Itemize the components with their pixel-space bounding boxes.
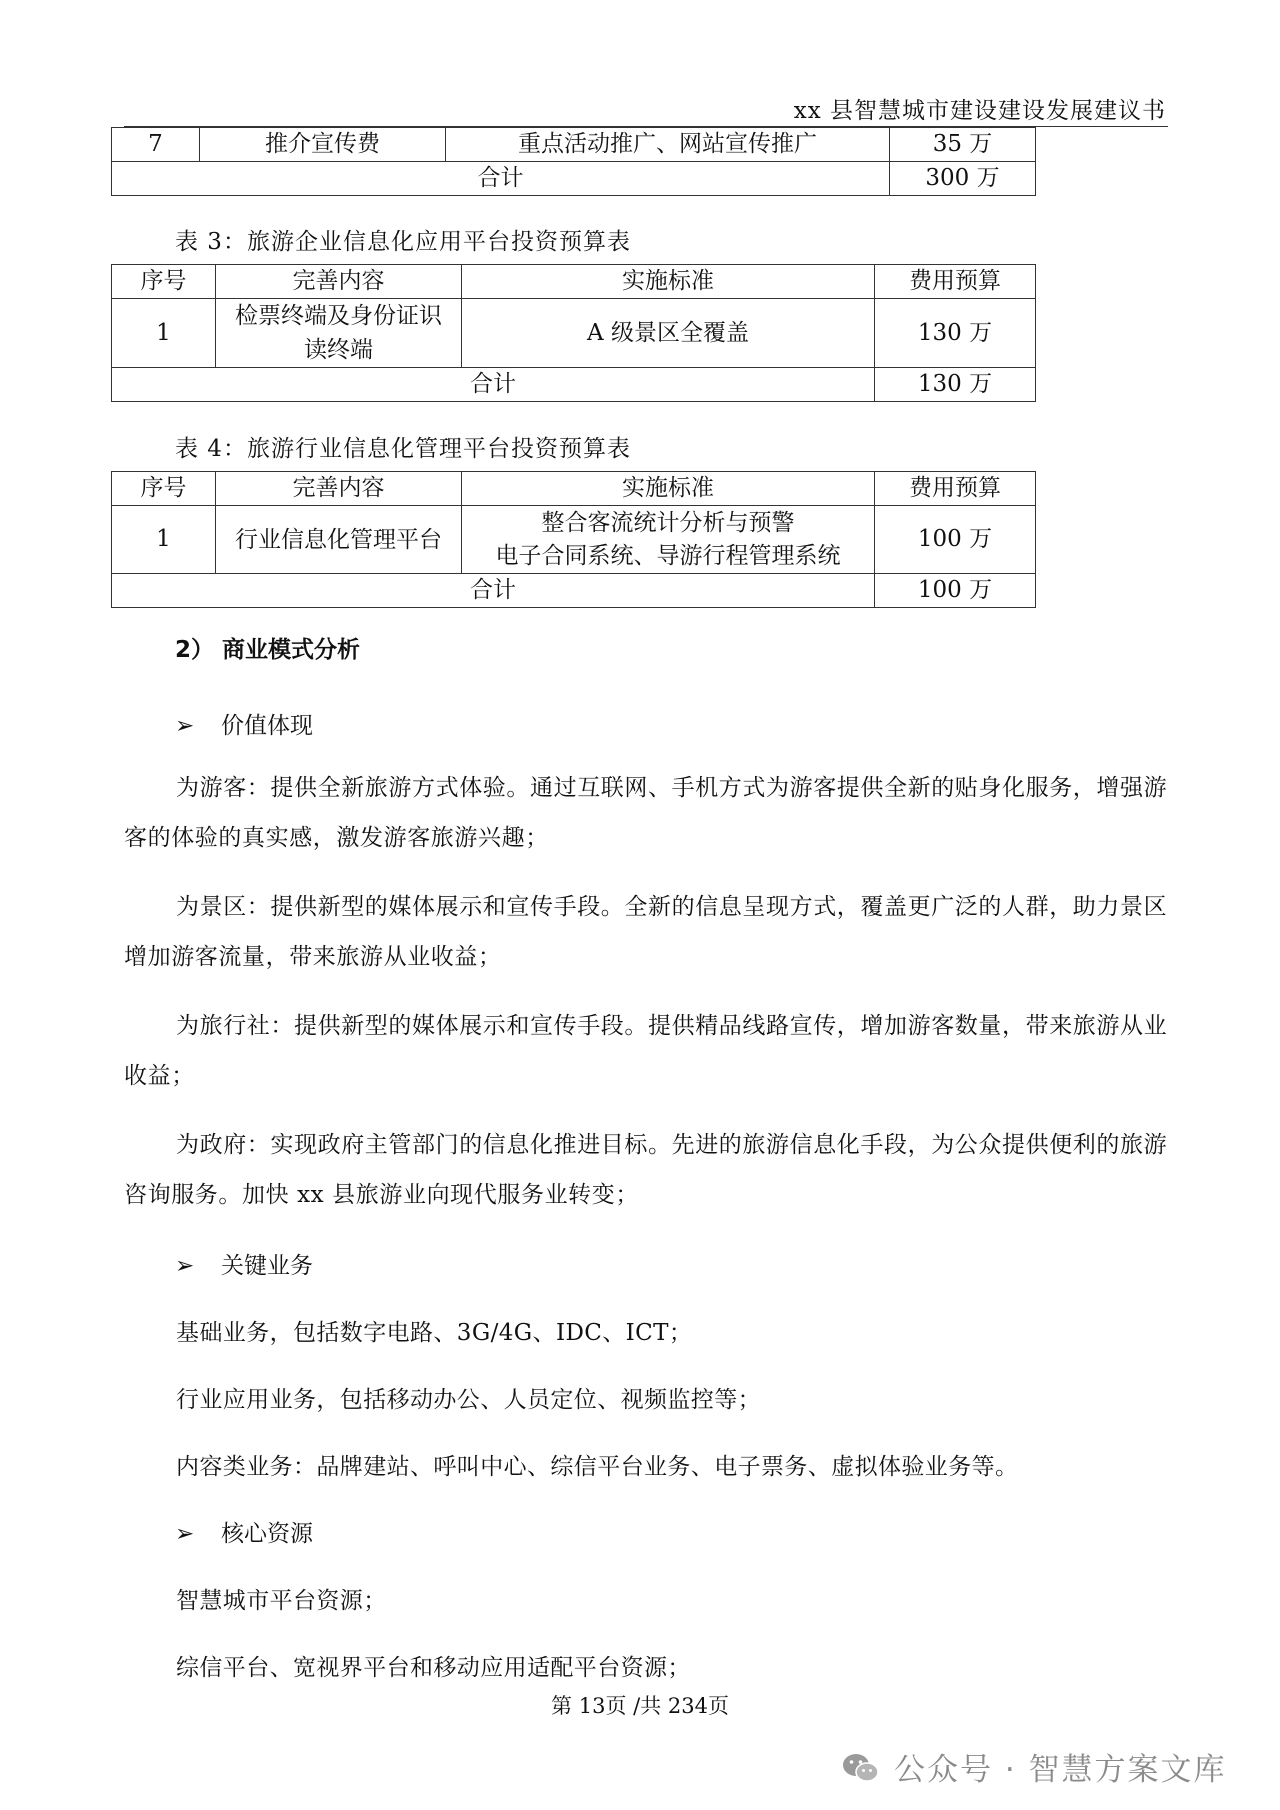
section-heading: 2） 商业模式分析 bbox=[175, 637, 361, 663]
cell-no: 1 bbox=[112, 299, 216, 368]
total-value: 130 万 bbox=[875, 368, 1036, 402]
watermark bbox=[842, 1744, 1227, 1792]
table-total-row bbox=[112, 162, 1036, 196]
cell-item: 检票终端及身份证识读终端 bbox=[216, 299, 462, 368]
bullet-business bbox=[175, 1247, 313, 1280]
cell-standard-line: 整合客流统计分析与预警 bbox=[541, 509, 795, 536]
cell-standard bbox=[462, 506, 875, 574]
wechat-icon bbox=[842, 1752, 880, 1792]
table-header-row bbox=[112, 472, 1036, 506]
arrow-bullet-icon: ➢ bbox=[175, 1521, 195, 1547]
bullet-resources bbox=[175, 1515, 313, 1548]
header-item: 完善内容 bbox=[216, 472, 462, 506]
table-total-row bbox=[112, 368, 1036, 402]
header-no: 序号 bbox=[112, 472, 216, 506]
total-label: 合计 bbox=[112, 368, 875, 402]
bullet-label: 核心资源 bbox=[221, 1521, 313, 1547]
cell-standard: A 级景区全覆盖 bbox=[462, 299, 875, 368]
header-item: 完善内容 bbox=[216, 265, 462, 299]
table-row bbox=[112, 299, 1036, 368]
bullet-value bbox=[175, 707, 313, 740]
total-value: 300 万 bbox=[890, 162, 1036, 196]
budget-table-continued bbox=[111, 127, 1036, 196]
paragraph: 为政府：实现政府主管部门的信息化推进目标。先进的旅游信息化手段，为公众提供便利的旅游咨询服务。加快 xx 县旅游业向现代服务业转变； bbox=[124, 1132, 1168, 1208]
total-label: 合计 bbox=[112, 162, 890, 196]
paragraph: 基础业务，包括数字电路、3G/4G、IDC、ICT； bbox=[176, 1320, 693, 1346]
header-standard: 实施标准 bbox=[462, 265, 875, 299]
paragraph: 为景区：提供新型的媒体展示和宣传手段。全新的信息呈现方式，覆盖更广泛的人群，助力景区增加游客流量，带来旅游从业收益； bbox=[124, 894, 1168, 970]
arrow-bullet-icon: ➢ bbox=[175, 1253, 195, 1279]
cell-cost: 35 万 bbox=[890, 128, 1036, 162]
bullet-label: 关键业务 bbox=[221, 1253, 313, 1279]
total-label: 合计 bbox=[112, 574, 875, 608]
paragraph: 行业应用业务，包括移动办公、人员定位、视频监控等； bbox=[176, 1387, 761, 1413]
paragraph: 智慧城市平台资源； bbox=[176, 1588, 387, 1614]
table3-caption: 表 3：旅游企业信息化应用平台投资预算表 bbox=[175, 229, 631, 255]
table-total-row bbox=[112, 574, 1036, 608]
header-no: 序号 bbox=[112, 265, 216, 299]
paragraph: 为旅行社：提供新型的媒体展示和宣传手段。提供精品线路宣传，增加游客数量，带来旅游从业收益； bbox=[124, 1013, 1168, 1089]
table4-caption: 表 4：旅游行业信息化管理平台投资预算表 bbox=[175, 436, 631, 462]
cell-standard: 重点活动推广、网站宣传推广 bbox=[446, 128, 890, 162]
paragraph: 为游客：提供全新旅游方式体验。通过互联网、手机方式为游客提供全新的贴身化服务，增强游客的体验的真实感，激发游客旅游兴趣； bbox=[124, 775, 1168, 851]
header-standard: 实施标准 bbox=[462, 472, 875, 506]
cell-no: 1 bbox=[112, 506, 216, 574]
cell-standard-line: 电子合同系统、导游行程管理系统 bbox=[495, 542, 841, 569]
watermark-text: 公众号 · 智慧方案文库 bbox=[894, 1752, 1227, 1788]
table-row bbox=[112, 128, 1036, 162]
paragraph: 内容类业务：品牌建站、呼叫中心、综信平台业务、电子票务、虚拟体验业务等。 bbox=[176, 1454, 1019, 1480]
cell-no: 7 bbox=[112, 128, 200, 162]
cell-cost: 130 万 bbox=[875, 299, 1036, 368]
header-cost: 费用预算 bbox=[875, 265, 1036, 299]
header-cost: 费用预算 bbox=[875, 472, 1036, 506]
cell-item: 行业信息化管理平台 bbox=[216, 506, 462, 574]
page-number: 第 13页 /共 234页 bbox=[551, 1694, 729, 1718]
total-value: 100 万 bbox=[875, 574, 1036, 608]
cell-item: 推介宣传费 bbox=[200, 128, 446, 162]
table-header-row bbox=[112, 265, 1036, 299]
paragraph: 综信平台、宽视界平台和移动应用适配平台资源； bbox=[176, 1655, 691, 1681]
running-header: xx 县智慧城市建设建设发展建议书 bbox=[793, 98, 1166, 124]
bullet-label: 价值体现 bbox=[221, 713, 313, 739]
arrow-bullet-icon: ➢ bbox=[175, 713, 195, 739]
cell-cost: 100 万 bbox=[875, 506, 1036, 574]
table-row bbox=[112, 506, 1036, 574]
budget-table-4 bbox=[111, 471, 1036, 608]
budget-table-3 bbox=[111, 264, 1036, 402]
